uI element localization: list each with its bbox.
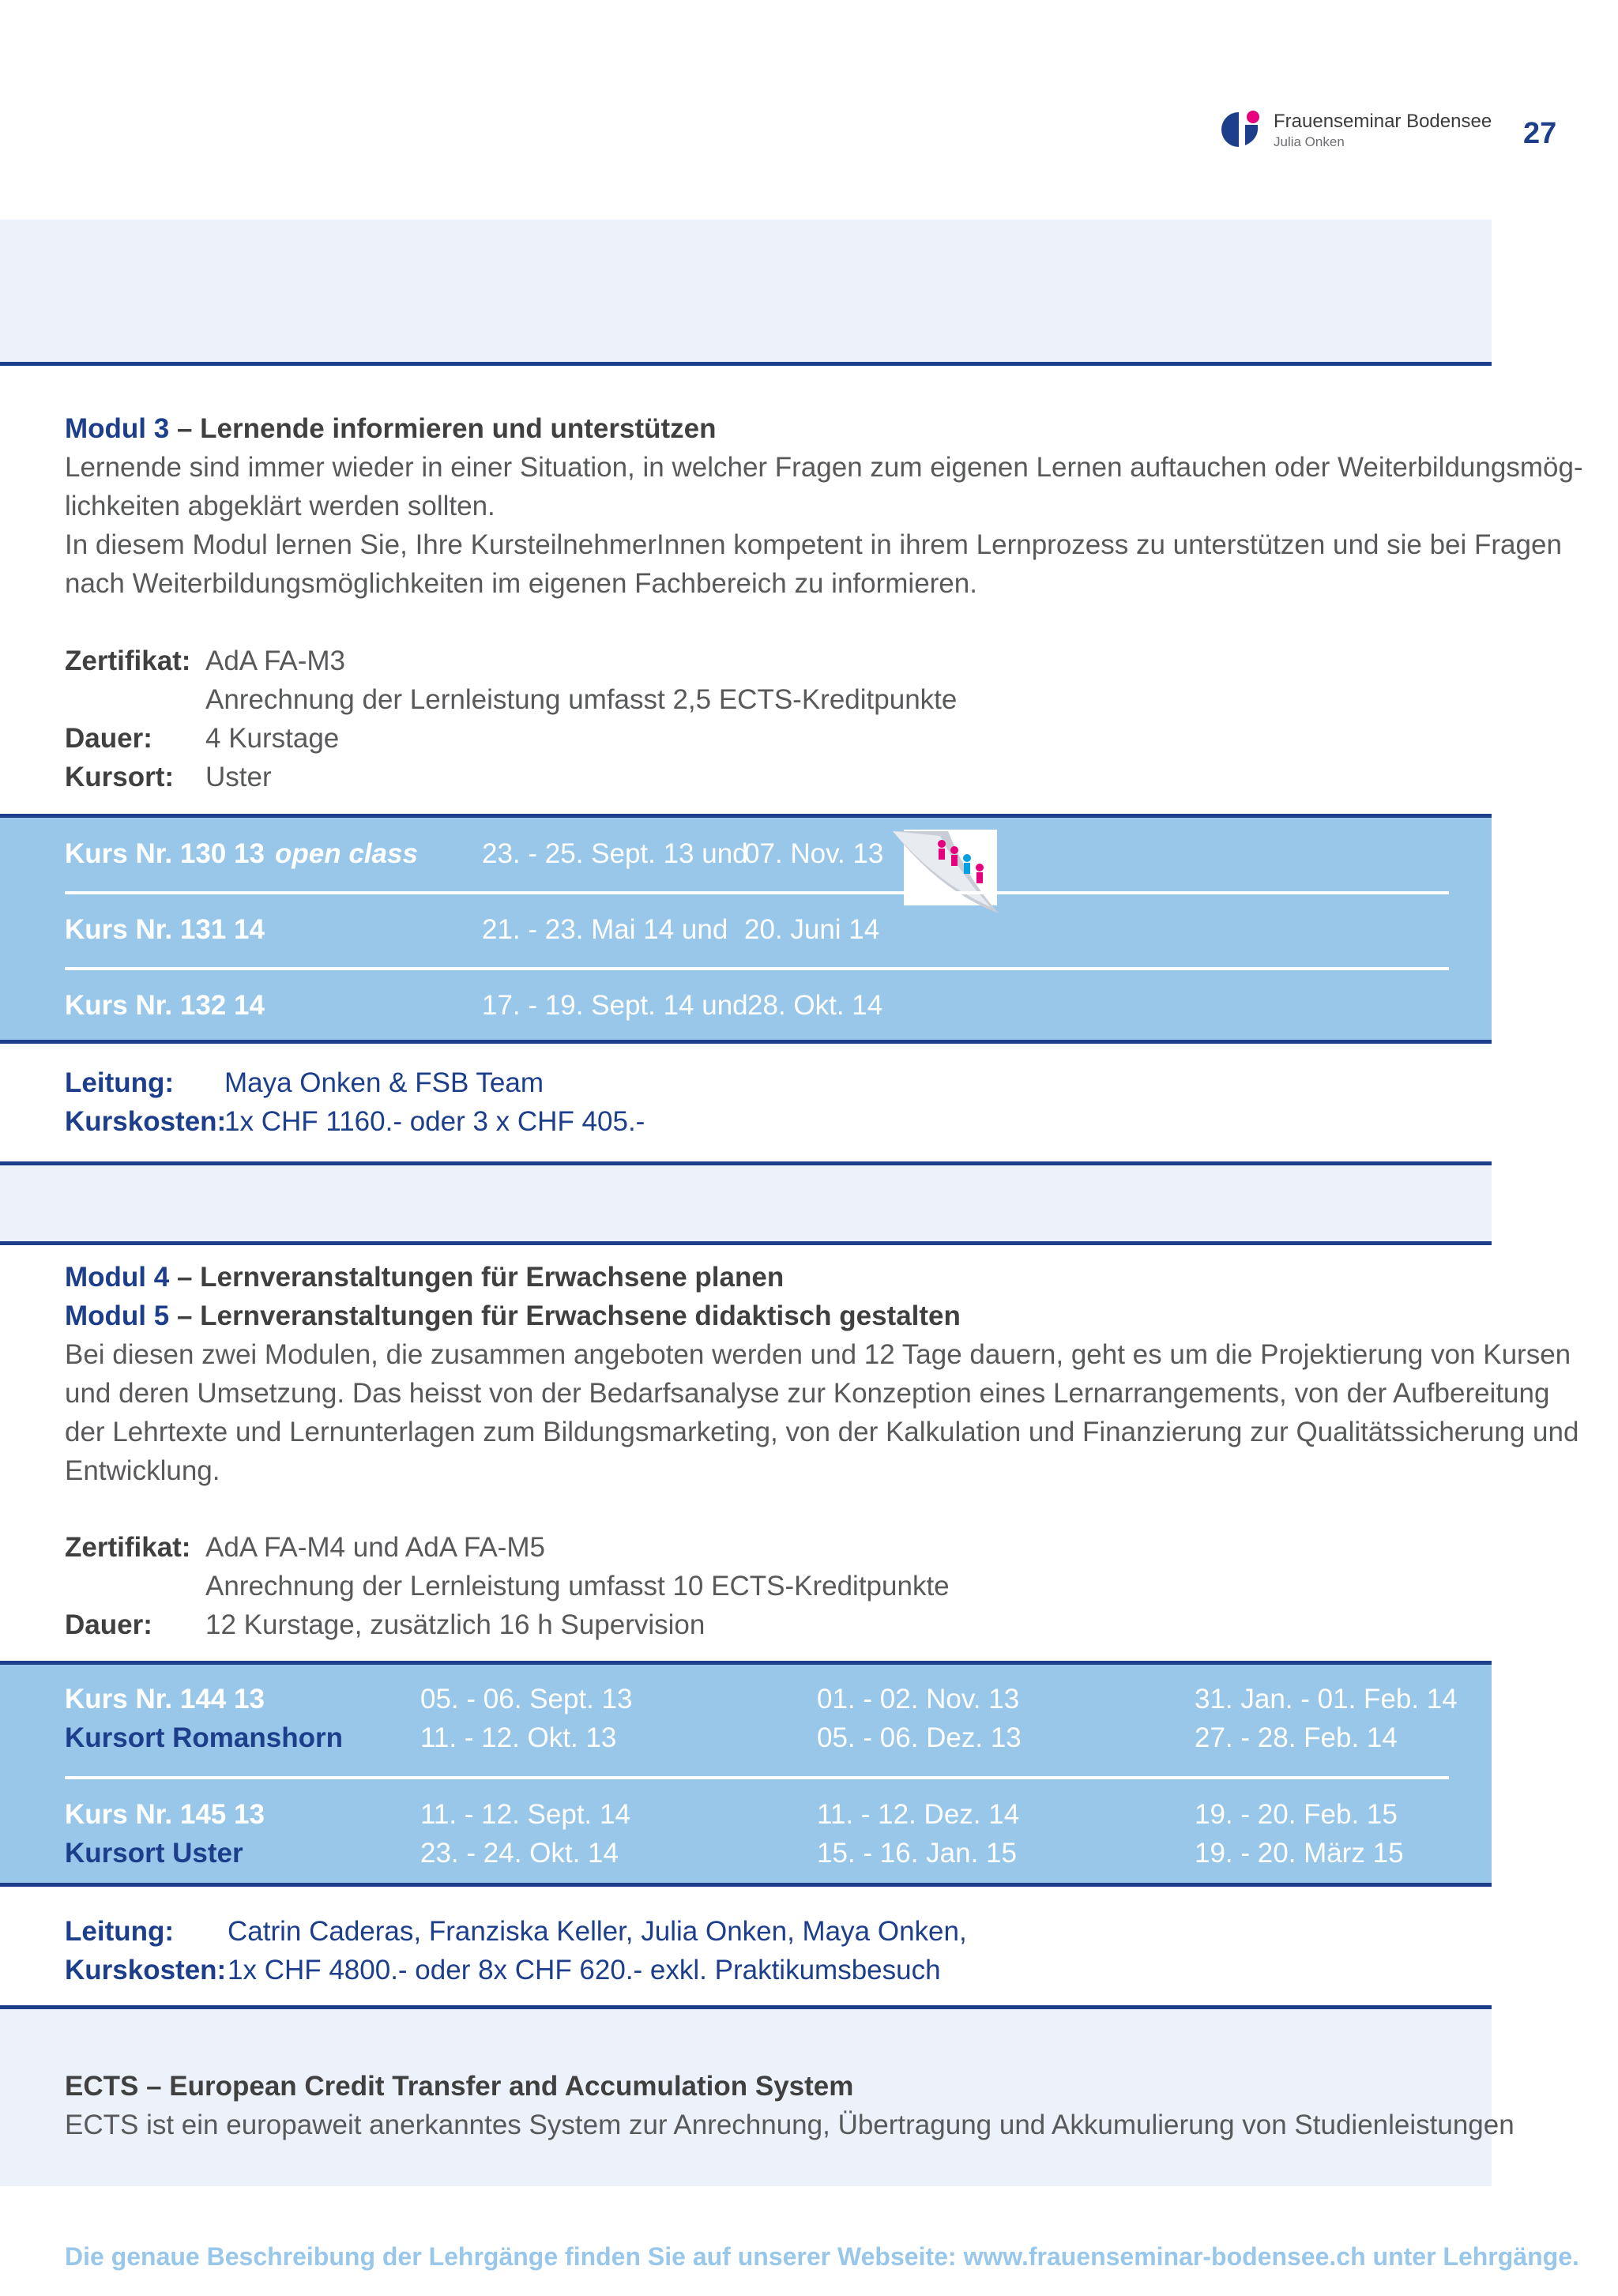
course-dates: 28. Okt. 14: [747, 990, 883, 1021]
top-band: [0, 220, 1492, 362]
brand-name: Frauenseminar Bodensee: [1274, 111, 1492, 132]
course-dates: 07. Nov. 13: [744, 838, 884, 869]
course-dates: 05. - 06. Sept. 13: [420, 1684, 633, 1714]
course-number: Kurs Nr. 145 13: [65, 1799, 265, 1830]
divider: [0, 1040, 1492, 1044]
course-dates: 23. - 25. Sept. 13 und: [482, 838, 748, 869]
modul45-kosten-label: Kurskosten:: [65, 1955, 227, 1985]
divider: [65, 967, 1449, 970]
modul45-leitung-value: Catrin Caderas, Franziska Keller, Julia Onken, Maya Onken,: [228, 1916, 967, 1947]
course-dates: 20. Juni 14: [744, 914, 880, 945]
course-dates: 05. - 06. Dez. 13: [817, 1722, 1022, 1753]
course-dates: 11. - 12. Dez. 14: [817, 1799, 1020, 1830]
modul45-dauer-value: 12 Kurstage, zusätzlich 16 h Supervision: [205, 1609, 706, 1640]
course-number: Kurs Nr. 130 13: [65, 838, 265, 869]
course-dates: 01. - 02. Nov. 13: [817, 1684, 1020, 1714]
divider: [0, 362, 1492, 366]
course-dates: 27. - 28. Feb. 14: [1195, 1722, 1398, 1753]
modul45-kosten-value: 1x CHF 4800.- oder 8x CHF 620.- exkl. Praktikumsbesuch: [228, 1955, 941, 1985]
course-dates: 17. - 19. Sept. 14 und: [482, 990, 748, 1021]
frauenseminar-logo: [1221, 107, 1269, 149]
modul3-zertifikat-value: AdA FA-M3: [205, 646, 346, 676]
course-dates: 21. - 23. Mai 14 und: [482, 914, 728, 945]
ects-text: ECTS ist ein europaweit anerkanntes System zur Anrechnung, Übertragung und Akkumulierung von Studienleistungen: [65, 2110, 1515, 2140]
course-number: Kurs Nr. 131 14: [65, 914, 265, 945]
course-dates: 19. - 20. Feb. 15: [1195, 1799, 1398, 1830]
modul3-title: Modul 3 – Lernende informieren und unterstützen: [65, 413, 717, 444]
modul3-kosten-value: 1x CHF 1160.- oder 3 x CHF 405.-: [224, 1106, 645, 1137]
modul3-ects-points: Anrechnung der Lernleistung umfasst 2,5 ECTS-Kreditpunkte: [205, 684, 958, 715]
modul4-title: Modul 4 – Lernveranstaltungen für Erwachsene planen: [65, 1262, 785, 1293]
course-dates: 11. - 12. Okt. 13: [420, 1722, 617, 1753]
modul45-leitung-label: Leitung:: [65, 1916, 175, 1947]
modul45-description: Bei diesen zwei Modulen, die zusammen angeboten werden und 12 Tage dauern, geht es um die Projektierung von Kursen und deren Umsetzung. Das heisst von der Bedarfsanalyse zur Konzeption eines Lernarrangements, von der Aufbereitung der Lehrtexte und Lernunterlagen zum Bildungsmarketing, von der Kalkulation und Finanzierung zur Qualitätssicherung und Entwicklung.: [65, 1339, 1579, 1486]
modul3-kosten-label: Kurskosten:: [65, 1106, 227, 1137]
course-location: Kursort Romanshorn: [65, 1722, 343, 1753]
modul3-kursort-label: Kursort:: [65, 762, 175, 792]
course-location: Kursort Uster: [65, 1838, 243, 1869]
divider: [65, 891, 1449, 894]
modul3-dauer-value: 4 Kurstage: [205, 723, 340, 754]
separator-band: [0, 1165, 1492, 1241]
open-class-badge-icon: [893, 828, 999, 915]
course-dates: 31. Jan. - 01. Feb. 14: [1195, 1684, 1458, 1714]
ects-title: ECTS – European Credit Transfer and Accumulation System: [65, 2071, 854, 2102]
course-number: Kurs Nr. 132 14: [65, 990, 265, 1021]
course-dates: 15. - 16. Jan. 15: [817, 1838, 1017, 1869]
modul3-leitung-value: Maya Onken & FSB Team: [224, 1067, 544, 1098]
brand-subtitle: Julia Onken: [1274, 134, 1345, 149]
modul45-dauer-label: Dauer:: [65, 1609, 152, 1640]
divider: [65, 1776, 1449, 1779]
divider: [0, 1883, 1492, 1887]
course-dates: 19. - 20. März 15: [1195, 1838, 1404, 1869]
course-number: Kurs Nr. 144 13: [65, 1684, 265, 1714]
modul3-dauer-label: Dauer:: [65, 723, 152, 754]
modul5-title: Modul 5 – Lernveranstaltungen für Erwachsene didaktisch gestalten: [65, 1300, 961, 1331]
footer-website-note: Die genaue Beschreibung der Lehrgänge finden Sie auf unserer Webseite: www.frauenseminar-bodensee.ch unter Lehrgänge.: [65, 2242, 1579, 2271]
modul45-zertifikat-label: Zertifikat:: [65, 1532, 191, 1563]
course-dates: 23. - 24. Okt. 14: [420, 1838, 619, 1869]
modul3-description: Lernende sind immer wieder in einer Situation, in welcher Fragen zum eigenen Lernen auftauchen oder Weiterbildungsmög- lichkeiten abgeklärt werden sollten. In diesem Modul lernen Sie, Ihre KursteilnehmerInnen kompetent in ihrem Lernprozess zu unterstützen und sie bei Fragen nach Weiterbildungsmöglichkeiten im eigenen Fachbereich zu informieren.: [65, 452, 1583, 599]
modul45-zertifikat-value: AdA FA-M4 und AdA FA-M5: [205, 1532, 545, 1563]
modul3-kursort-value: Uster: [205, 762, 272, 792]
open-class-label: open class: [275, 838, 418, 869]
divider: [0, 1241, 1492, 1245]
course-dates: 11. - 12. Sept. 14: [420, 1799, 630, 1830]
modul3-zertifikat-label: Zertifikat:: [65, 646, 191, 676]
page-number: 27: [1523, 117, 1557, 150]
modul3-leitung-label: Leitung:: [65, 1067, 175, 1098]
modul45-ects-points: Anrechnung der Lernleistung umfasst 10 ECTS-Kreditpunkte: [205, 1571, 950, 1602]
